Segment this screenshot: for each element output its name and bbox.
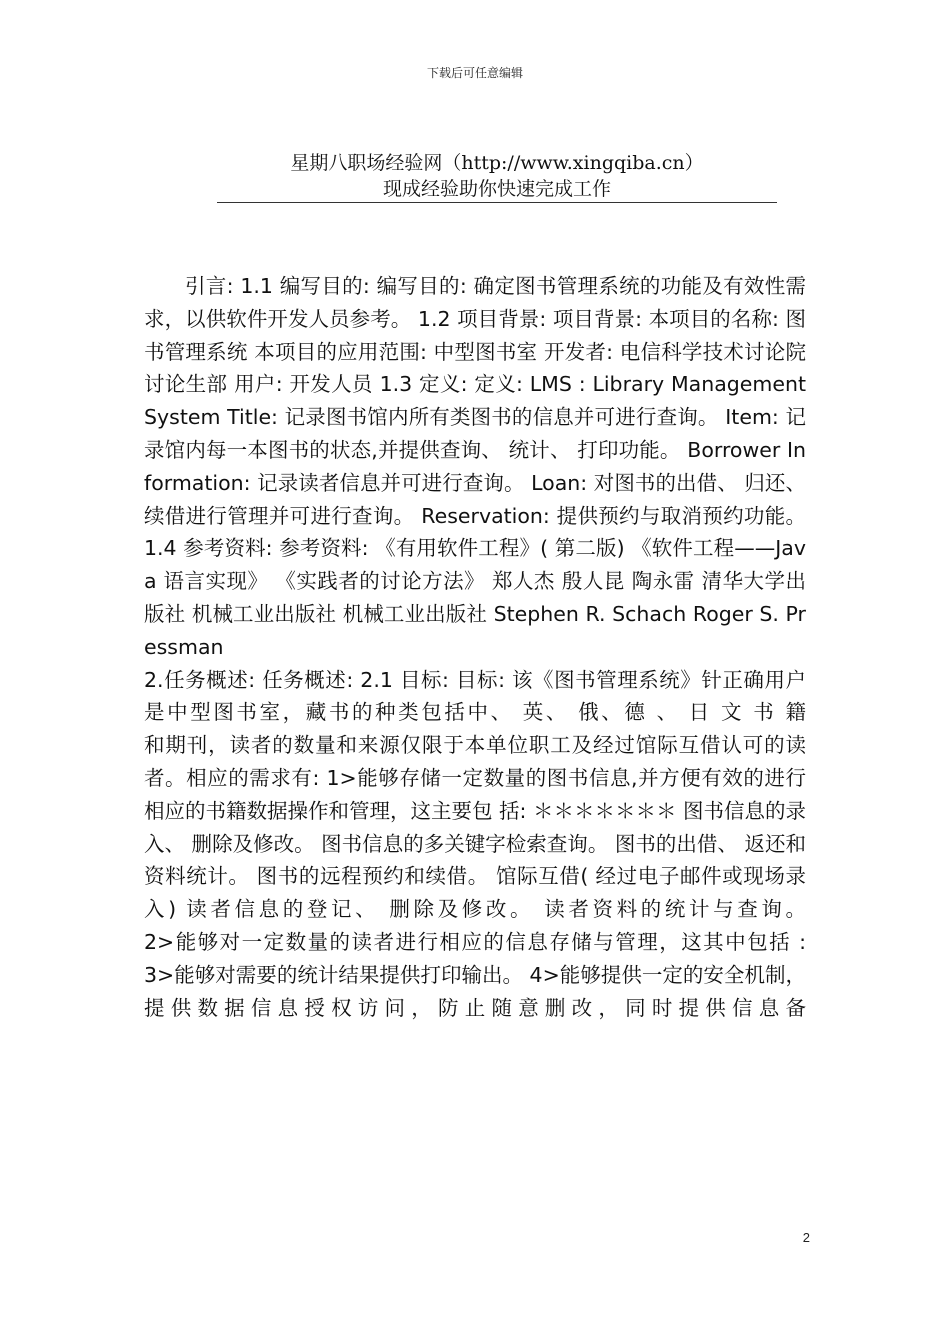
top-note: 下载后可任意编辑 bbox=[426, 66, 523, 80]
page-number: 2 bbox=[802, 1230, 810, 1245]
site-title: 星期八职场经验网（http://www.xingqiba.cn） bbox=[290, 152, 704, 174]
paragraph-requirements: 和期刊，读者的数量和来源仅限于本单位职工及经过馆际互借认可的读者。相应的需求有: 1>能够存储一定数量的图书信息,并方便有效的进行相应的书籍数据操作和管理，这主要包 括: ＊＊＊＊＊＊＊ 图书信息的录入、 删除及修改。 图书信息的多关键字检索查询。 图书的出借、 返还和资料统计。 图书的远程预约和续借。 馆际互借( 经过电子邮件或现场录入) 读者信息的登记、 删除及修改。 读者资料的统计与查询。 bbox=[144, 733, 806, 922]
paragraph-reader-management: 2>能够对一定数量的读者进行相应的信息存储与管理，这其中包括 : bbox=[144, 929, 806, 954]
site-header bbox=[217, 150, 777, 202]
document-body bbox=[144, 270, 806, 1024]
paragraph-introduction: 引言: 1.1 编写目的: 编写目的: 确定图书管理系统的功能及有效性需求，以供软件开发人员参考。 1.2 项目背景: 项目背景: 本项目的名称: 图书管理系统 本项目的应用范围: 中型图书室 开发者: 电信科学技术讨论院讨论生部 用户: 开发人员 1.3 定义: 定义: LMS : Library Management System Title: 记录图书馆内所有类图书的信息并可进行查询。 Item: 记录馆内每一本图书的状态,并提供查询、 统计、 打印功能。 Borrower Information: 记录读者信息并可进行查询。 Loan: 对图书的出借、 归还、 续借进行管理并可进行查询。 Reservation: 提供预约与取消预约功能。 1.4 参考资料: 参考资料: 《有用软件工程》( 第二版) 《软件工程——Java 语言实现》 《实践者的讨论方法》 郑人杰 殷人昆 陶永雷 清华大学出版社 机械工业出版社 机械工业出版社 Stephen R. Schach Roger S. Pressman bbox=[144, 274, 806, 659]
site-subtitle: 现成经验助你快速完成工作 bbox=[382, 178, 611, 200]
header-divider bbox=[217, 202, 777, 203]
paragraph-print-security: 3>能够对需要的统计结果提供打印输出。 4>能够提供一定的安全机制，提供数据信息授权访问，防止随意删改，同时提供信息备 bbox=[144, 962, 806, 1020]
paragraph-task-overview: 2.任务概述: 任务概述: 2.1 目标: 目标: 该《图书管理系统》针正确用户是中型图书室，藏书的种类包括中、 英、 俄、德 、 日 文 书 籍 bbox=[144, 667, 806, 725]
